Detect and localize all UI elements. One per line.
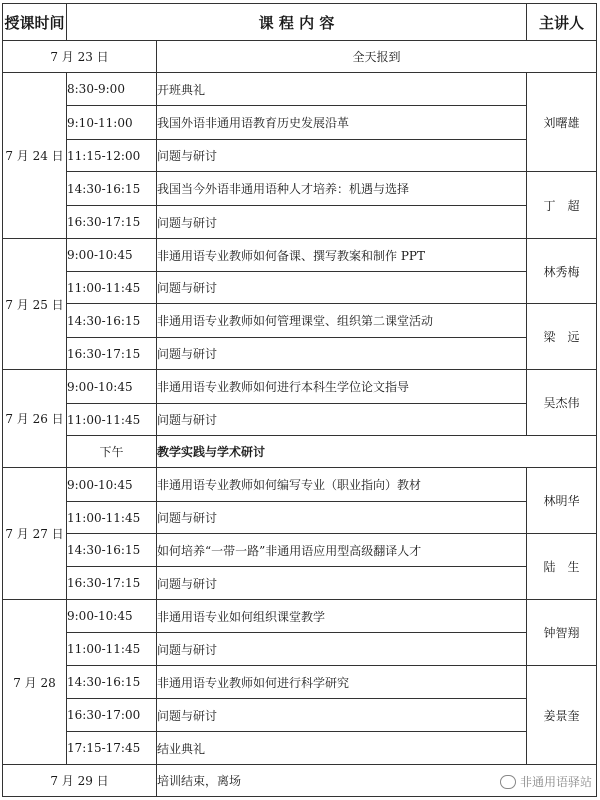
table-row (3, 73, 597, 106)
table-row (3, 338, 597, 370)
table-row (3, 633, 597, 666)
watermark (500, 773, 592, 790)
header-content: 课 程 内 容 (67, 4, 527, 41)
table-row (3, 106, 597, 140)
content-cell: 全天报到 (157, 41, 597, 73)
content-cell: 非通用语专业教师如何进行本科生学位论文指导 (157, 370, 527, 404)
table-row (3, 436, 597, 468)
table-row (3, 172, 597, 206)
header-lecturer: 主讲人 (527, 4, 597, 41)
time-cell: 14:30-16:15 (67, 666, 157, 699)
content-cell: 问题与研讨 (157, 502, 527, 534)
schedule-table (2, 3, 597, 797)
lecturer-cell: 姜景奎 (527, 666, 597, 765)
time-cell: 8:30-9:00 (67, 73, 157, 106)
table-row (3, 600, 597, 633)
lecturer-cell: 林明华 (527, 468, 597, 534)
table-row (3, 666, 597, 699)
content-cell: 非通用语专业教师如何备课、撰写教案和制作 PPT (157, 239, 527, 272)
table-row (3, 502, 597, 534)
content-cell: 培训结束，离场 (157, 765, 597, 797)
content-cell: 问题与研讨 (157, 404, 527, 436)
table-row (3, 468, 597, 502)
table-row (3, 567, 597, 600)
date-cell: 7 月 27 日 (3, 468, 67, 600)
lecturer-cell: 钟智翔 (527, 600, 597, 666)
content-cell: 开班典礼 (157, 73, 527, 106)
content-cell: 问题与研讨 (157, 699, 527, 732)
date-cell: 7 月 23 日 (3, 41, 157, 73)
content-cell: 问题与研讨 (157, 567, 527, 600)
content-cell: 问题与研讨 (157, 272, 527, 304)
content-cell: 我国外语非通用语教育历史发展沿革 (157, 106, 527, 140)
time-cell: 11:00-11:45 (67, 633, 157, 666)
lecturer-cell: 刘曙雄 (527, 73, 597, 172)
time-cell: 9:00-10:45 (67, 239, 157, 272)
content-cell: 非通用语专业教师如何进行科学研究 (157, 666, 527, 699)
table-row (3, 206, 597, 239)
table-row (3, 699, 597, 732)
time-cell: 11:00-11:45 (67, 272, 157, 304)
lecturer-cell: 林秀梅 (527, 239, 597, 304)
header-row (3, 4, 597, 41)
table-row (3, 239, 597, 272)
time-cell: 14:30-16:15 (67, 172, 157, 206)
watermark-text: 非通用语驿站 (519, 775, 592, 789)
table-row (3, 370, 597, 404)
date-cell: 7 月 25 日 (3, 239, 67, 370)
table-row (3, 41, 597, 73)
table-row (3, 732, 597, 765)
table-row (3, 304, 597, 338)
lecturer-cell: 陆 生 (527, 534, 597, 600)
content-cell: 问题与研讨 (157, 633, 527, 666)
time-cell: 11:00-11:45 (67, 404, 157, 436)
date-cell: 7 月 29 日 (3, 765, 157, 797)
time-cell: 9:00-10:45 (67, 600, 157, 633)
content-cell: 如何培养“一带一路”非通用语应用型高级翻译人才 (157, 534, 527, 567)
time-cell: 16:30-17:15 (67, 206, 157, 239)
time-cell: 17:15-17:45 (67, 732, 157, 765)
lecturer-cell: 吴杰伟 (527, 370, 597, 436)
content-cell: 非通用语专业教师如何编写专业（职业指向）教材 (157, 468, 527, 502)
time-cell: 11:15-12:00 (67, 140, 157, 172)
lecturer-cell: 梁 远 (527, 304, 597, 370)
time-cell: 下午 (67, 436, 157, 468)
time-cell: 14:30-16:15 (67, 304, 157, 338)
header-date: 授课时间 (3, 4, 67, 41)
content-cell: 问题与研讨 (157, 206, 527, 239)
time-cell: 16:30-17:00 (67, 699, 157, 732)
wechat-icon (500, 775, 516, 789)
table-row (3, 404, 597, 436)
date-cell: 7 月 26 日 (3, 370, 67, 468)
content-cell: 结业典礼 (157, 732, 527, 765)
table-row (3, 534, 597, 567)
content-cell: 非通用语专业教师如何管理课堂、组织第二课堂活动 (157, 304, 527, 338)
content-cell: 问题与研讨 (157, 338, 527, 370)
content-cell: 非通用语专业如何组织课堂教学 (157, 600, 527, 633)
content-cell: 问题与研讨 (157, 140, 527, 172)
time-cell: 14:30-16:15 (67, 534, 157, 567)
content-cell: 我国当今外语非通用语种人才培养：机遇与选择 (157, 172, 527, 206)
time-cell: 9:00-10:45 (67, 468, 157, 502)
time-cell: 9:10-11:00 (67, 106, 157, 140)
content-cell: 教学实践与学术研讨 (157, 436, 597, 468)
time-cell: 16:30-17:15 (67, 338, 157, 370)
date-cell: 7 月 24 日 (3, 73, 67, 239)
table-row (3, 272, 597, 304)
table-row (3, 140, 597, 172)
date-cell: 7 月 28 (3, 600, 67, 765)
lecturer-cell: 丁 超 (527, 172, 597, 239)
time-cell: 11:00-11:45 (67, 502, 157, 534)
time-cell: 9:00-10:45 (67, 370, 157, 404)
time-cell: 16:30-17:15 (67, 567, 157, 600)
